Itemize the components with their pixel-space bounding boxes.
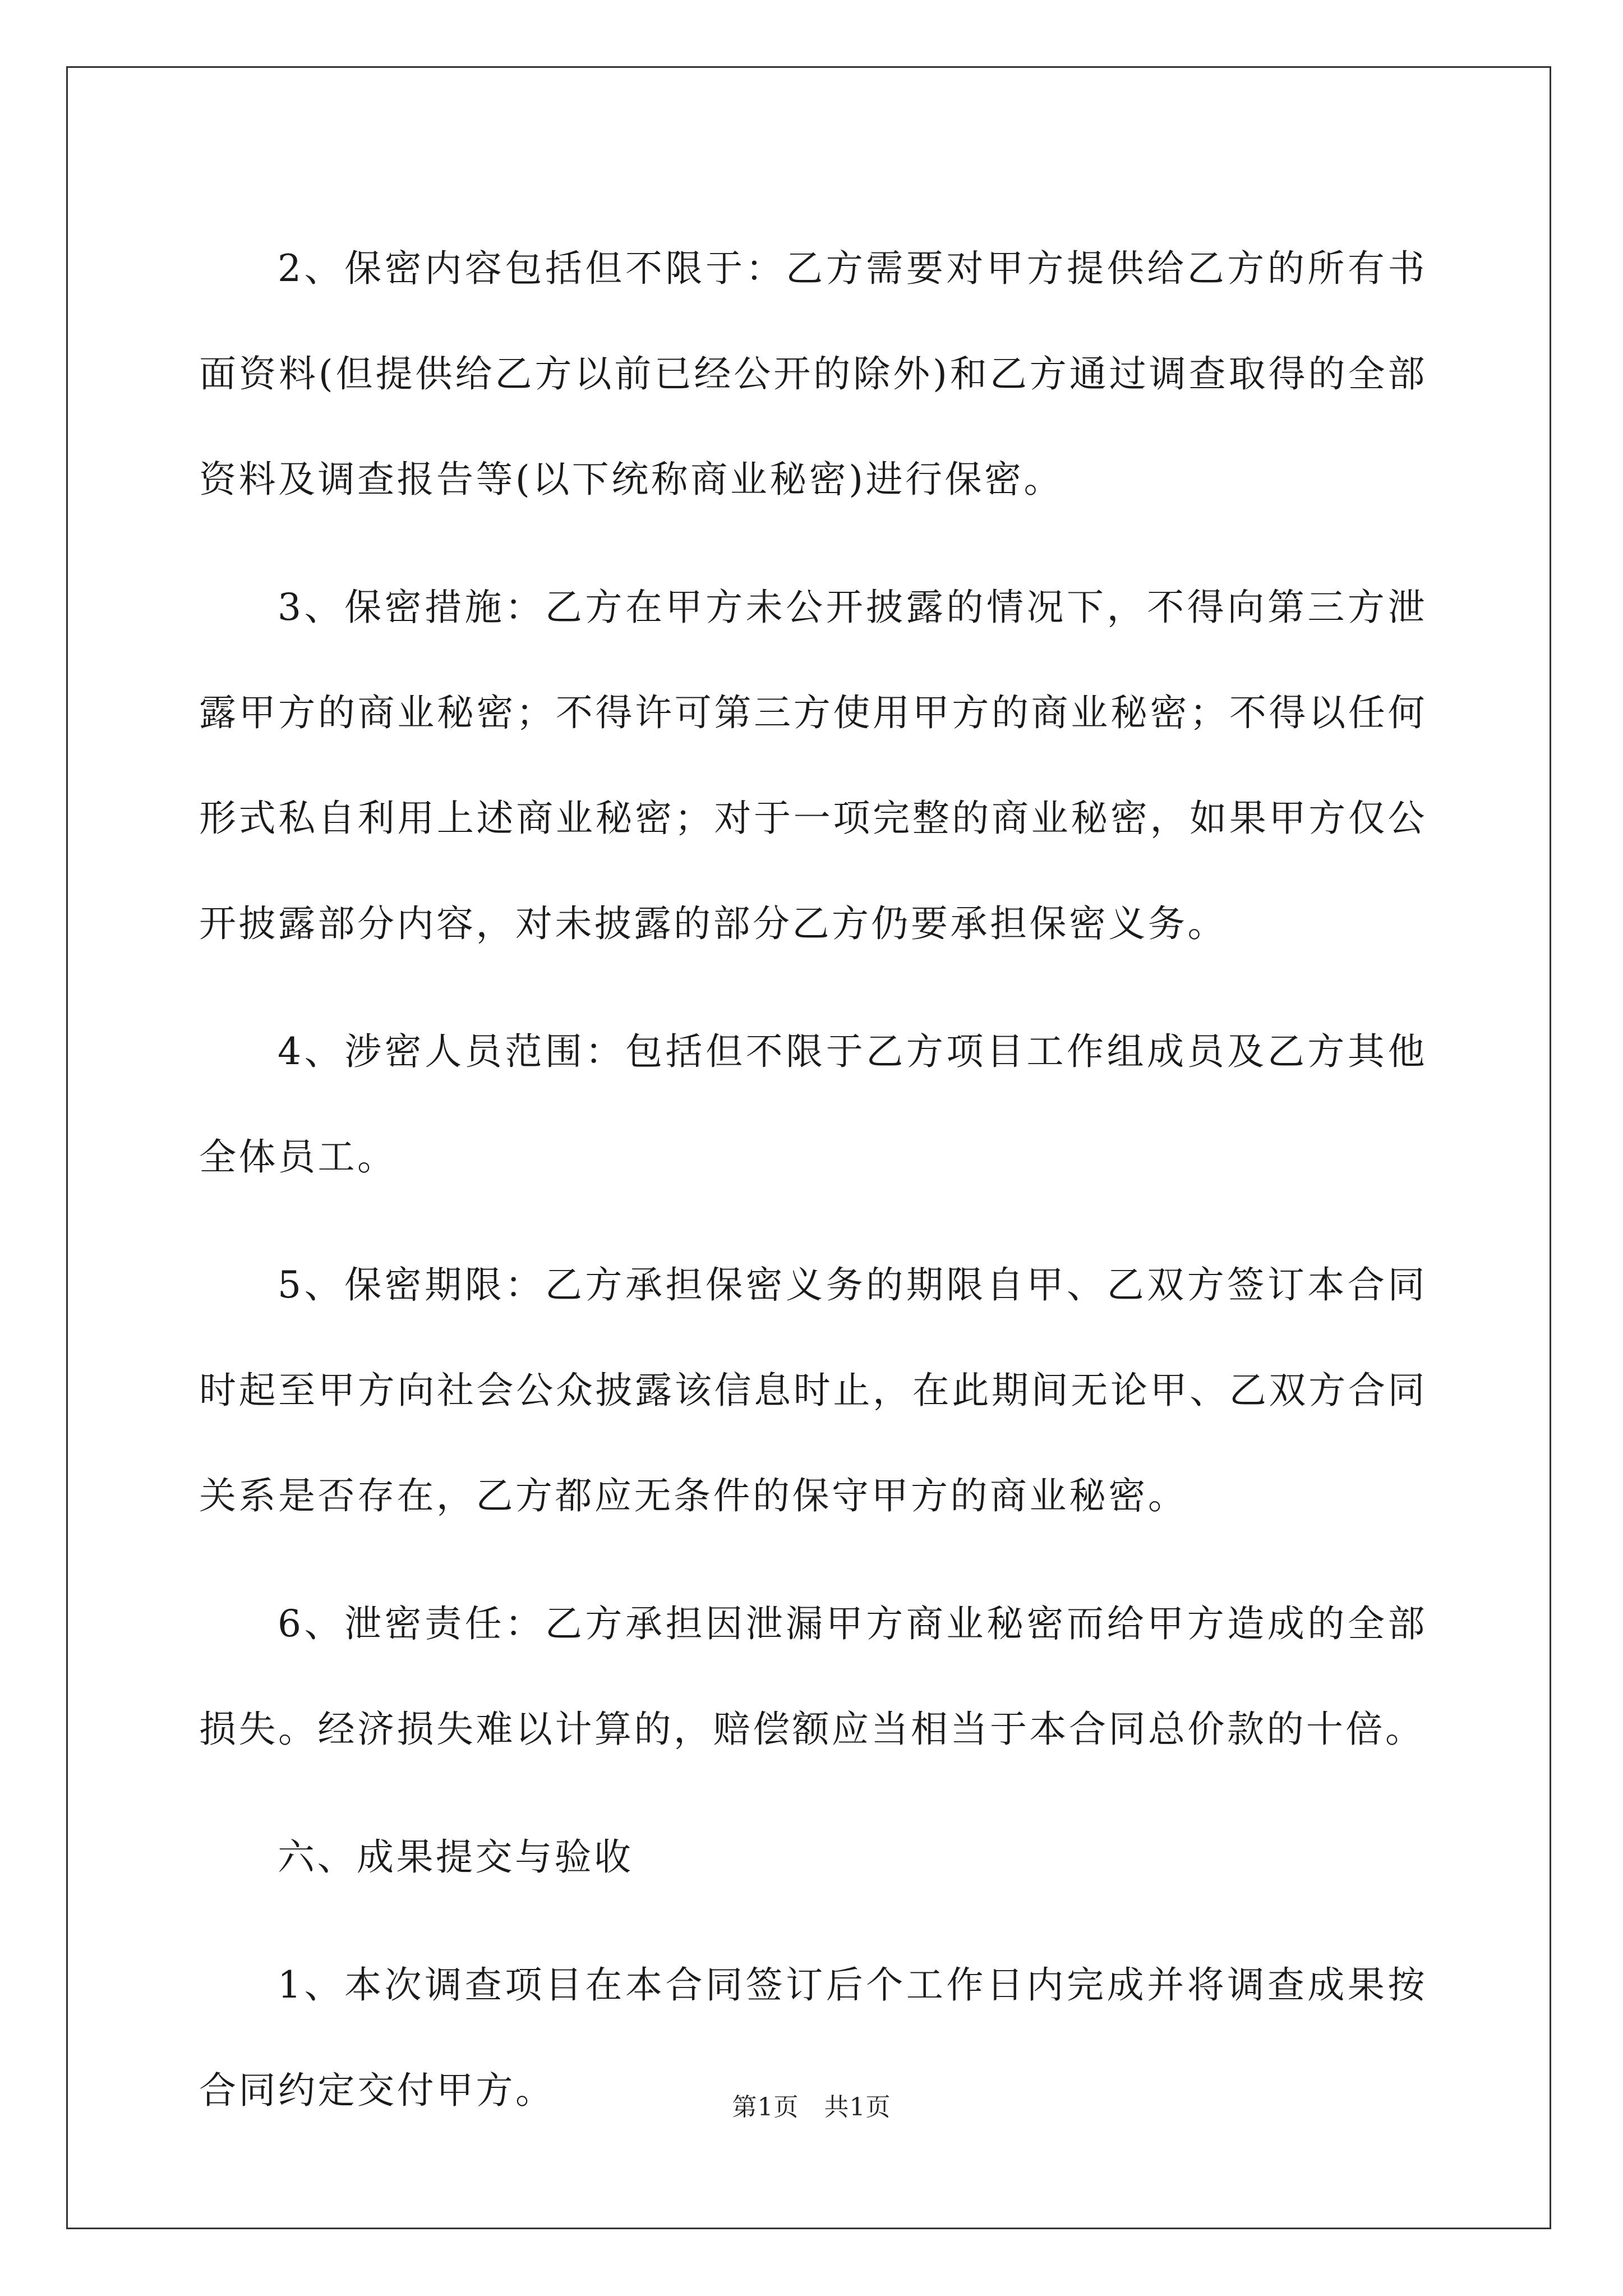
paragraph-personnel-scope: 4、涉密人员范围：包括但不限于乙方项目工作组成员及乙方其他全体员工。 — [199, 1030, 1427, 1179]
page-number: 第1页 共1页 — [732, 2093, 891, 2122]
document-body — [199, 216, 1427, 2166]
paragraph-confidential-measures: 3、保密措施：乙方在甲方未公开披露的情况下，不得向第三方泄露甲方的商业秘密；不得许可第三方使用甲方的商业秘密；不得以任何形式私自利用上述商业秘密；对于一项完整的商业秘密，如果甲方仅公开披露部分内容，对未披露的部分乙方仍要承担保密义务。 — [199, 586, 1427, 945]
section-heading-deliverables: 六、成果提交与验收 — [278, 1835, 634, 1879]
paragraph-delivery-deadline: 1、本次调查项目在本合同签订后个工作日内完成并将调查成果按合同约定交付甲方。 — [199, 1963, 1427, 2112]
paragraph-leak-liability: 6、泄密责任：乙方承担因泄漏甲方商业秘密而给甲方造成的全部损失。经济损失难以计算的，赔偿额应当相当于本合同总价款的十倍。 — [199, 1602, 1427, 1751]
paragraph-confidential-period: 5、保密期限：乙方承担保密义务的期限自甲、乙双方签订本合同时起至甲方向社会公众披露该信息时止，在此期间无论甲、乙双方合同关系是否存在，乙方都应无条件的保守甲方的商业秘密。 — [199, 1263, 1427, 1517]
paragraph-confidential-content: 2、保密内容包括但不限于：乙方需要对甲方提供给乙方的所有书面资料(但提供给乙方以前已经公开的除外)和乙方通过调查取得的全部资料及调查报告等(以下统称商业秘密)进行保密。 — [199, 247, 1427, 501]
